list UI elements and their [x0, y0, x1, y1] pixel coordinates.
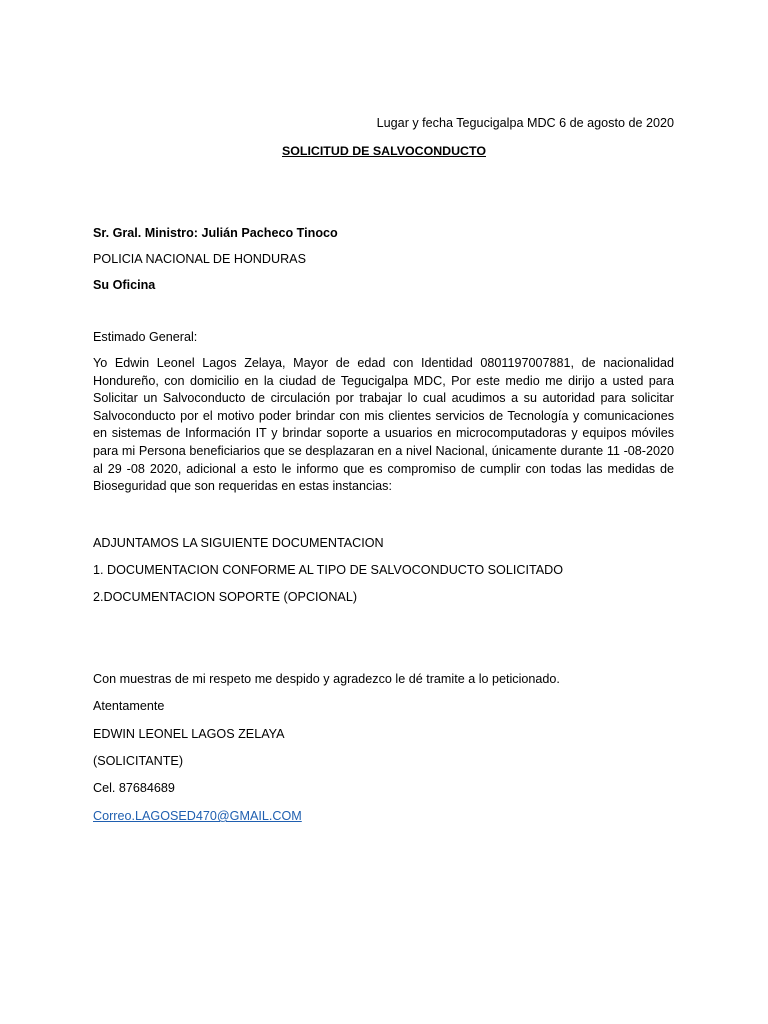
email-link[interactable]: Correo.LAGOSED470@GMAIL.COM [93, 809, 302, 823]
recipient-name: Sr. Gral. Ministro: Julián Pacheco Tinoco [93, 226, 338, 240]
letter-body-paragraph: Yo Edwin Leonel Lagos Zelaya, Mayor de edad con Identidad 0801197007881, de nacionalidad Hondureño, con domicilio en la ciudad de Tegucigalpa MDC, Por este medio me dirijo a usted para Solicitar un Salvoconducto de circulación por trabajar lo cual acudimos a su autoridad para solicitar Salvoconducto por el motivo poder brindar con mis clientes servicios de Tecnología y comunicaciones en sistemas de Información IT y brindar soporte a usuarios en microcomputadoras y equipos móviles para mi Persona beneficiarios que se desplazaran en a nivel Nacional, únicamente durante 11 -08-2020 al 29 -08 2020, adicional a esto le informo que es compromiso de cumplir con todas las medidas de Bioseguridad que son requeridas en estas instancias: [93, 356, 674, 494]
sign-off: Atentamente [93, 699, 165, 713]
attachments-heading: ADJUNTAMOS LA SIGUIENTE DOCUMENTACION [93, 536, 384, 550]
document-title: SOLICITUD DE SALVOCONDUCTO [282, 144, 486, 158]
signer-email-line [93, 808, 302, 824]
salutation: Estimado General: [93, 330, 198, 344]
closing-sentence: Con muestras de mi respeto me despido y agradezco le dé tramite a lo peticionado. [93, 672, 560, 686]
attachment-item-1: 1. DOCUMENTACION CONFORME AL TIPO DE SALVOCONDUCTO SOLICITADO [93, 563, 563, 577]
place-date-line: Lugar y fecha Tegucigalpa MDC 6 de agosto de 2020 [376, 116, 674, 130]
attachment-item-2: 2.DOCUMENTACION SOPORTE (OPCIONAL) [93, 590, 358, 604]
signer-phone: Cel. 87684689 [93, 781, 175, 795]
recipient-office: Su Oficina [93, 278, 156, 292]
signer-name: EDWIN LEONEL LAGOS ZELAYA [93, 727, 285, 741]
signer-role: (SOLICITANTE) [93, 754, 184, 768]
recipient-institution: POLICIA NACIONAL DE HONDURAS [93, 252, 306, 266]
